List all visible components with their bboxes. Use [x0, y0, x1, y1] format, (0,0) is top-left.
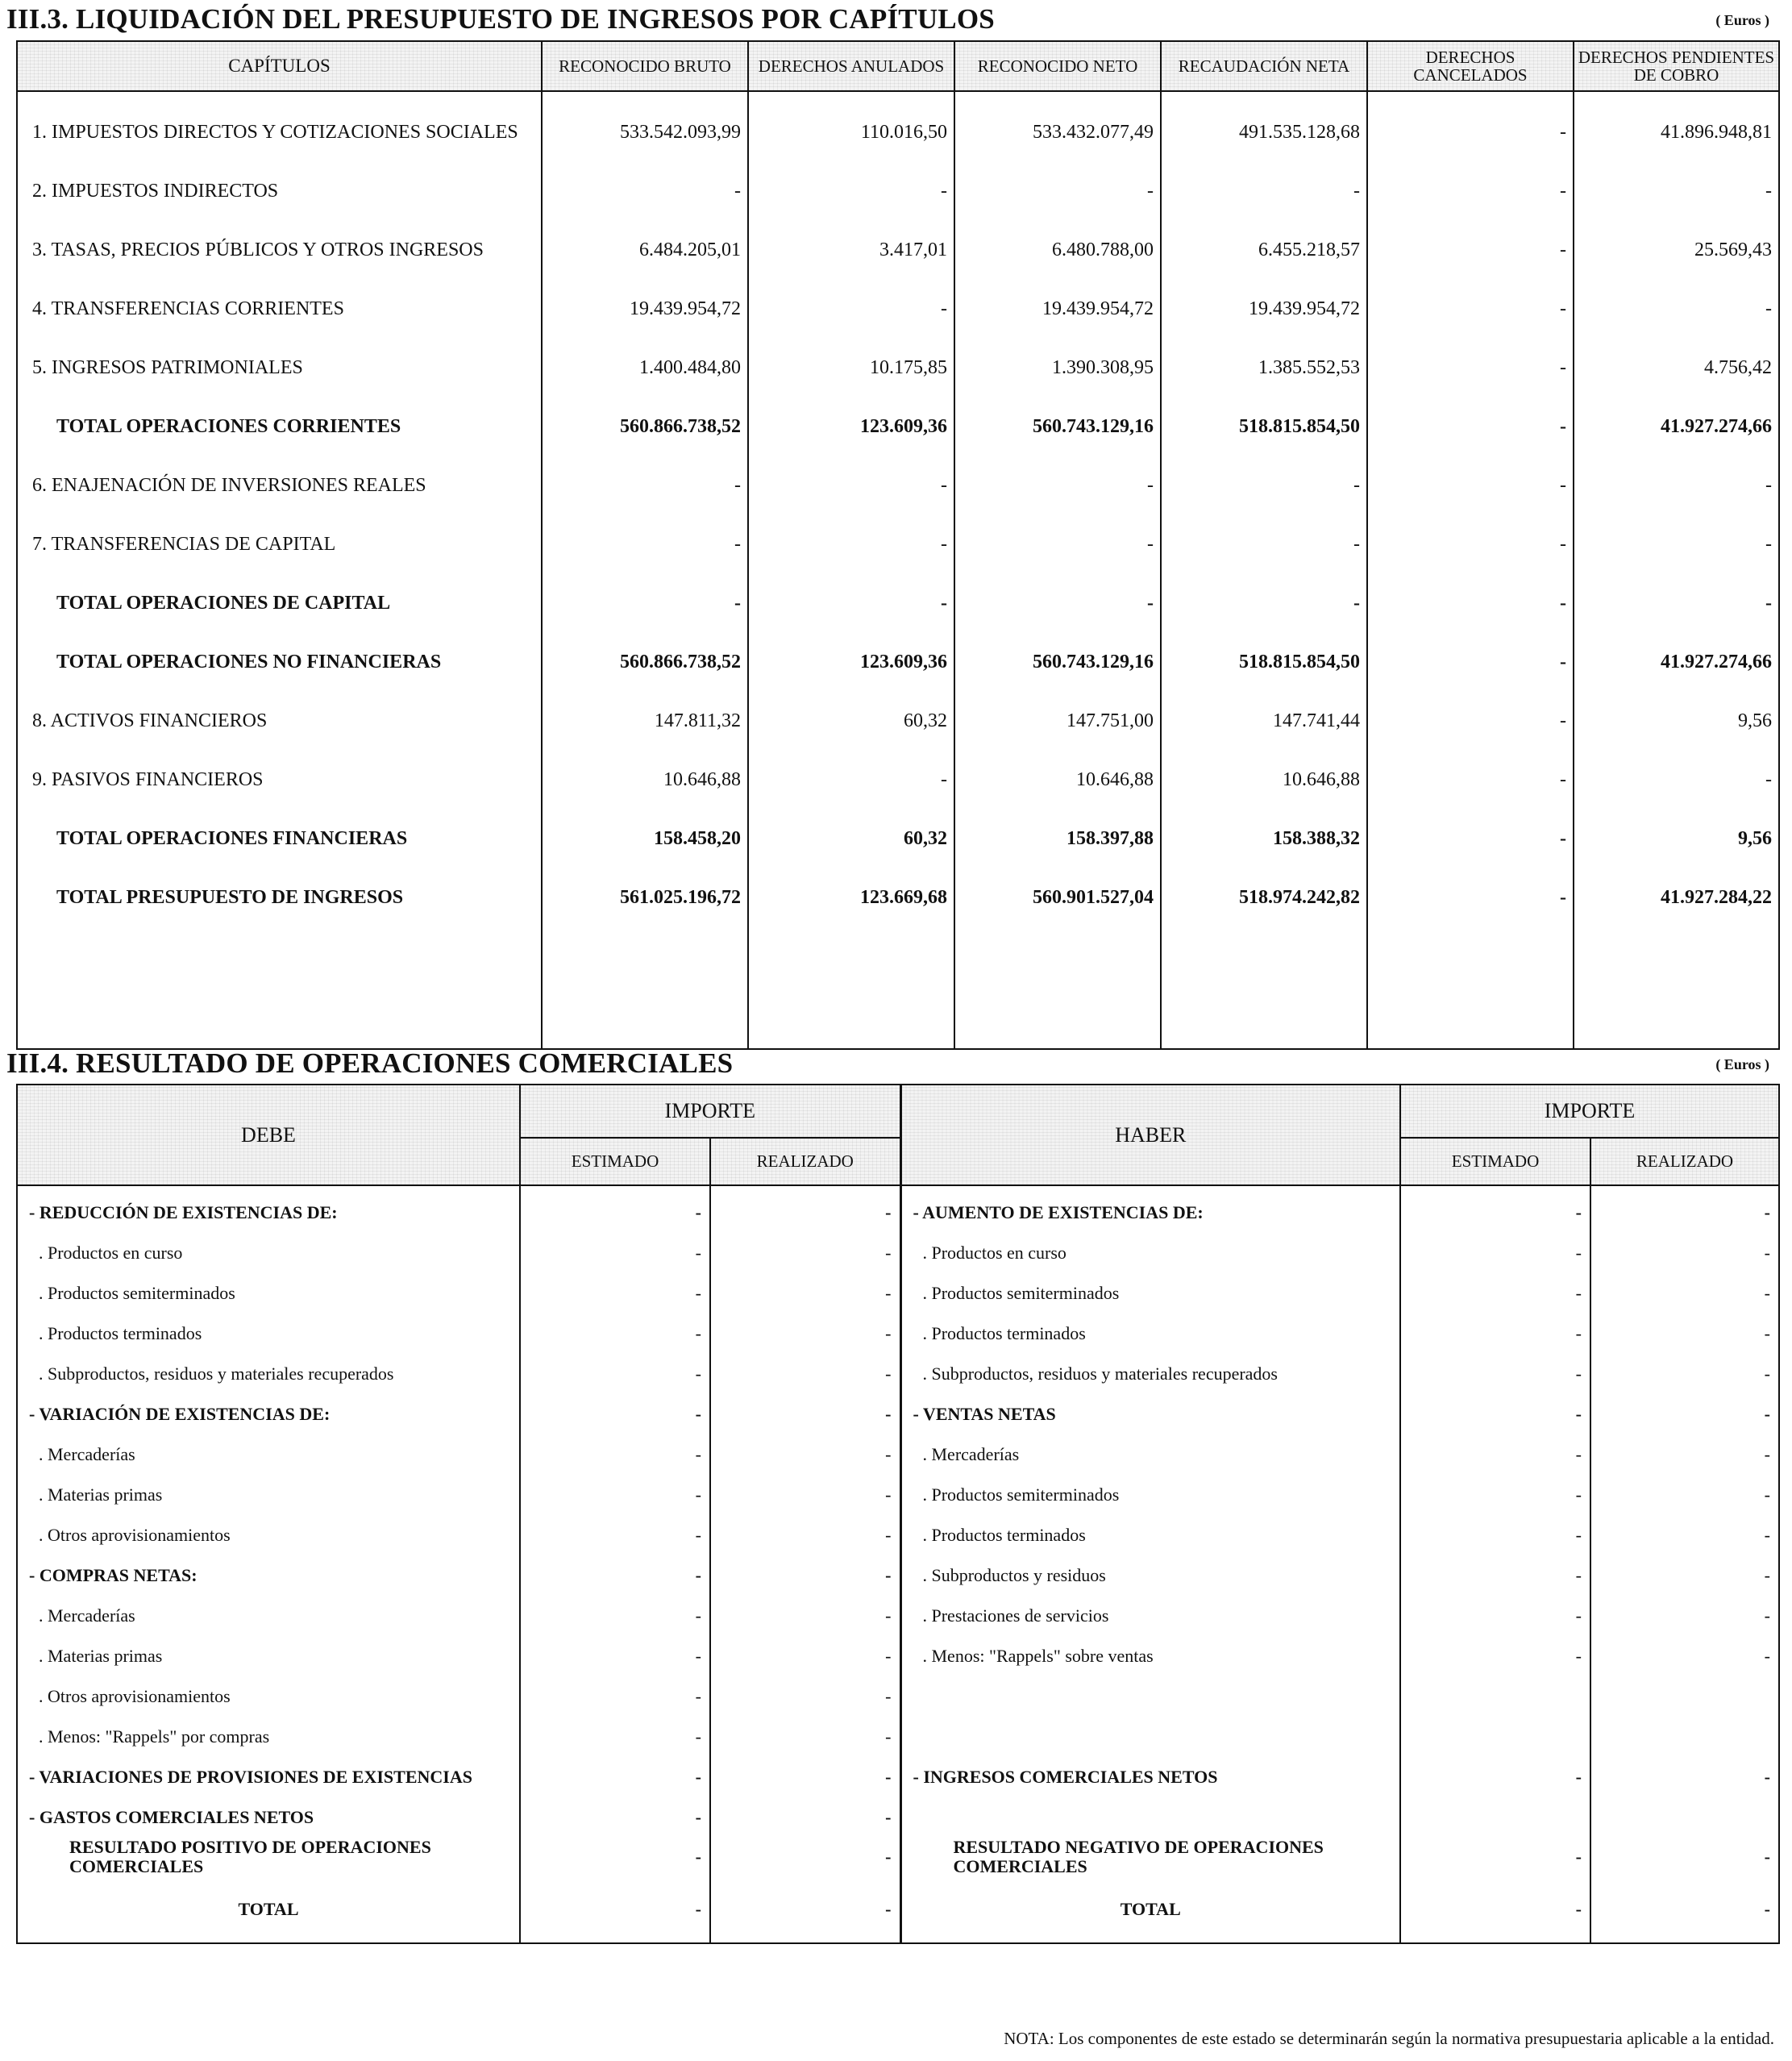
- debe-realizado-value: -: [710, 1354, 900, 1394]
- haber-realizado-value: -: [1590, 1475, 1779, 1515]
- row-label: 1. IMPUESTOS DIRECTOS Y COTIZACIONES SOCIALES: [17, 91, 542, 162]
- haber-item-label: [900, 1797, 1400, 1838]
- debe-item-label: TOTAL: [17, 1876, 520, 1943]
- haber-realizado-value: -: [1590, 1314, 1779, 1354]
- debe-realizado-value: -: [710, 1434, 900, 1475]
- table-row: [17, 162, 1779, 221]
- haber-estimado-value: -: [1400, 1394, 1590, 1434]
- table-row: [17, 574, 1779, 633]
- row-label: 6. ENAJENACIÓN DE INVERSIONES REALES: [17, 456, 542, 515]
- table-row: [17, 868, 1779, 927]
- table-row: [17, 1636, 1779, 1676]
- debe-estimado-value: -: [520, 1676, 710, 1717]
- cell-derechos-anulados: 10.175,85: [748, 339, 954, 398]
- commercial-operations-table: [16, 1084, 1780, 1944]
- table-row: [17, 1354, 1779, 1394]
- debe-item-label: . Materias primas: [17, 1475, 520, 1515]
- row-label: 3. TASAS, PRECIOS PÚBLICOS Y OTROS INGRESOS: [17, 221, 542, 280]
- haber-item-label: . Mercaderías: [900, 1434, 1400, 1475]
- cell-derechos-cancelados: -: [1367, 280, 1574, 339]
- cell-recaudacion-neta: 19.439.954,72: [1161, 280, 1367, 339]
- debe-estimado-value: -: [520, 1636, 710, 1676]
- haber-realizado-value: -: [1590, 1273, 1779, 1314]
- cell-derechos-cancelados: -: [1367, 751, 1574, 810]
- haber-realizado-value: -: [1590, 1434, 1779, 1475]
- debe-realizado-value: -: [710, 1757, 900, 1797]
- cell-derechos-pendientes: 41.927.274,66: [1574, 633, 1779, 692]
- haber-item-label: . Productos terminados: [900, 1314, 1400, 1354]
- cell-derechos-anulados: 123.609,36: [748, 633, 954, 692]
- row-label: TOTAL OPERACIONES FINANCIERAS: [17, 810, 542, 868]
- cell-derechos-anulados: -: [748, 515, 954, 574]
- cell-reconocido-bruto: -: [542, 456, 748, 515]
- cell-reconocido-bruto: 147.811,32: [542, 692, 748, 751]
- haber-realizado-value: -: [1590, 1354, 1779, 1394]
- header-derechos-pendientes: DERECHOS PENDIENTES DE COBRO: [1574, 41, 1779, 91]
- header-recaudacion-neta: RECAUDACIÓN NETA: [1161, 41, 1367, 91]
- cell-reconocido-neto: 6.480.788,00: [954, 221, 1161, 280]
- section4-title: III.4. RESULTADO DE OPERACIONES COMERCIALES: [6, 1047, 734, 1079]
- haber-realizado-value: -: [1590, 1394, 1779, 1434]
- income-budget-table: [16, 40, 1780, 1050]
- table-row: [17, 1676, 1779, 1717]
- table-row: [17, 91, 1779, 162]
- cell-reconocido-neto: 158.397,88: [954, 810, 1161, 868]
- debe-item-label: - VARIACIONES DE PROVISIONES DE EXISTENCIAS: [17, 1757, 520, 1797]
- cell-derechos-anulados: 123.669,68: [748, 868, 954, 927]
- section3-unit: ( Euros ): [1715, 12, 1769, 28]
- haber-item-label: . Productos semiterminados: [900, 1273, 1400, 1314]
- haber-estimado-value: -: [1400, 1475, 1590, 1515]
- haber-item-label: . Subproductos, residuos y materiales recuperados: [900, 1354, 1400, 1394]
- table-row: [17, 1797, 1779, 1838]
- haber-realizado-value: -: [1590, 1876, 1779, 1943]
- debe-realizado-value: -: [710, 1717, 900, 1757]
- debe-item-label: . Productos semiterminados: [17, 1273, 520, 1314]
- cell-derechos-pendientes: -: [1574, 162, 1779, 221]
- row-label: TOTAL OPERACIONES CORRIENTES: [17, 398, 542, 456]
- debe-item-label: - REDUCCIÓN DE EXISTENCIAS DE:: [17, 1185, 520, 1233]
- debe-realizado-value: -: [710, 1515, 900, 1555]
- debe-realizado-value: -: [710, 1838, 900, 1876]
- table-row: [17, 810, 1779, 868]
- row-label: 8. ACTIVOS FINANCIEROS: [17, 692, 542, 751]
- debe-realizado-value: -: [710, 1273, 900, 1314]
- debe-estimado-value: -: [520, 1838, 710, 1876]
- cell-reconocido-bruto: 158.458,20: [542, 810, 748, 868]
- haber-item-label: [900, 1717, 1400, 1757]
- debe-item-label: - GASTOS COMERCIALES NETOS: [17, 1797, 520, 1838]
- footnote: NOTA: Los componentes de este estado se determinarán según la normativa presupuestaria aplicable a la entidad.: [1004, 2029, 1774, 2048]
- cell-derechos-anulados: 60,32: [748, 692, 954, 751]
- haber-estimado-value: -: [1400, 1838, 1590, 1876]
- cell-recaudacion-neta: 147.741,44: [1161, 692, 1367, 751]
- table-header-row: [17, 41, 1779, 91]
- section3-title: III.3. LIQUIDACIÓN DEL PRESUPUESTO DE INGRESOS POR CAPÍTULOS: [6, 3, 995, 35]
- header-capitulos: CAPÍTULOS: [17, 41, 542, 91]
- cell-reconocido-bruto: 561.025.196,72: [542, 868, 748, 927]
- cell-derechos-anulados: 123.609,36: [748, 398, 954, 456]
- cell-reconocido-neto: -: [954, 456, 1161, 515]
- haber-estimado-value: [1400, 1676, 1590, 1717]
- cell-derechos-pendientes: 41.927.274,66: [1574, 398, 1779, 456]
- haber-estimado-value: -: [1400, 1596, 1590, 1636]
- haber-estimado-value: -: [1400, 1314, 1590, 1354]
- table-row: [17, 221, 1779, 280]
- cell-recaudacion-neta: -: [1161, 574, 1367, 633]
- row-label: TOTAL OPERACIONES DE CAPITAL: [17, 574, 542, 633]
- debe-estimado-value: -: [520, 1233, 710, 1273]
- haber-estimado-value: -: [1400, 1555, 1590, 1596]
- table-row: [17, 280, 1779, 339]
- debe-estimado-value: -: [520, 1717, 710, 1757]
- cell-derechos-pendientes: -: [1574, 456, 1779, 515]
- table-row: [17, 751, 1779, 810]
- cell-reconocido-neto: 560.743.129,16: [954, 633, 1161, 692]
- table-row: [17, 1838, 1779, 1876]
- cell-derechos-anulados: 110.016,50: [748, 91, 954, 162]
- debe-estimado-value: -: [520, 1314, 710, 1354]
- debe-item-label: . Productos en curso: [17, 1233, 520, 1273]
- cell-derechos-cancelados: -: [1367, 868, 1574, 927]
- haber-item-label: - INGRESOS COMERCIALES NETOS: [900, 1757, 1400, 1797]
- table-row: [17, 1717, 1779, 1757]
- cell-derechos-cancelados: -: [1367, 810, 1574, 868]
- debe-estimado-value: -: [520, 1475, 710, 1515]
- cell-recaudacion-neta: -: [1161, 162, 1367, 221]
- cell-reconocido-neto: 533.432.077,49: [954, 91, 1161, 162]
- debe-estimado-value: -: [520, 1434, 710, 1475]
- haber-item-label: . Productos terminados: [900, 1515, 1400, 1555]
- debe-estimado-value: -: [520, 1757, 710, 1797]
- cell-reconocido-neto: 1.390.308,95: [954, 339, 1161, 398]
- table-row: [17, 515, 1779, 574]
- debe-realizado-value: -: [710, 1233, 900, 1273]
- cell-reconocido-neto: 10.646,88: [954, 751, 1161, 810]
- debe-item-label: . Materias primas: [17, 1636, 520, 1676]
- haber-estimado-value: -: [1400, 1434, 1590, 1475]
- table-row: [17, 1515, 1779, 1555]
- table-row: [17, 1555, 1779, 1596]
- header-derechos-anulados: DERECHOS ANULADOS: [748, 41, 954, 91]
- haber-realizado-value: -: [1590, 1838, 1779, 1876]
- haber-realizado-value: -: [1590, 1555, 1779, 1596]
- header-reconocido-neto: RECONOCIDO NETO: [954, 41, 1161, 91]
- debe-item-label: . Menos: "Rappels" por compras: [17, 1717, 520, 1757]
- cell-derechos-pendientes: -: [1574, 574, 1779, 633]
- table-row: [17, 456, 1779, 515]
- cell-reconocido-neto: 147.751,00: [954, 692, 1161, 751]
- haber-realizado-value: -: [1590, 1233, 1779, 1273]
- cell-reconocido-bruto: 560.866.738,52: [542, 398, 748, 456]
- haber-item-label: . Prestaciones de servicios: [900, 1596, 1400, 1636]
- debe-realizado-value: -: [710, 1596, 900, 1636]
- debe-realizado-value: -: [710, 1636, 900, 1676]
- debe-realizado-value: -: [710, 1797, 900, 1838]
- haber-item-label: - AUMENTO DE EXISTENCIAS DE:: [900, 1185, 1400, 1233]
- table-spacer-row: [17, 927, 1779, 1049]
- row-label: TOTAL OPERACIONES NO FINANCIERAS: [17, 633, 542, 692]
- debe-item-label: RESULTADO POSITIVO DE OPERACIONES COMERCIALES: [17, 1838, 520, 1876]
- cell-reconocido-bruto: 533.542.093,99: [542, 91, 748, 162]
- cell-derechos-anulados: -: [748, 456, 954, 515]
- cell-recaudacion-neta: 518.815.854,50: [1161, 633, 1367, 692]
- cell-derechos-cancelados: -: [1367, 456, 1574, 515]
- debe-importe-header: IMPORTE: [520, 1085, 900, 1138]
- haber-estimado-value: -: [1400, 1757, 1590, 1797]
- cell-derechos-cancelados: -: [1367, 91, 1574, 162]
- row-label: 9. PASIVOS FINANCIEROS: [17, 751, 542, 810]
- haber-estimado-value: -: [1400, 1354, 1590, 1394]
- haber-item-label: . Productos semiterminados: [900, 1475, 1400, 1515]
- haber-realizado-value: -: [1590, 1596, 1779, 1636]
- haber-item-label: [900, 1676, 1400, 1717]
- debe-realizado-value: -: [710, 1676, 900, 1717]
- debe-estimado-value: -: [520, 1354, 710, 1394]
- debe-estimado-value: -: [520, 1876, 710, 1943]
- cell-derechos-pendientes: -: [1574, 515, 1779, 574]
- debe-estimado-value: -: [520, 1515, 710, 1555]
- debe-estimado-value: -: [520, 1555, 710, 1596]
- row-label: 2. IMPUESTOS INDIRECTOS: [17, 162, 542, 221]
- cell-derechos-cancelados: -: [1367, 398, 1574, 456]
- haber-header: HABER: [900, 1085, 1400, 1185]
- cell-recaudacion-neta: 518.815.854,50: [1161, 398, 1367, 456]
- haber-estimado-value: -: [1400, 1233, 1590, 1273]
- debe-realizado-value: -: [710, 1475, 900, 1515]
- haber-importe-header: IMPORTE: [1400, 1085, 1779, 1138]
- table-row: [17, 692, 1779, 751]
- table-row: [17, 1596, 1779, 1636]
- cell-derechos-cancelados: -: [1367, 339, 1574, 398]
- table-row: [17, 1434, 1779, 1475]
- cell-reconocido-bruto: 560.866.738,52: [542, 633, 748, 692]
- haber-realizado-value: -: [1590, 1636, 1779, 1676]
- table-row: [17, 1394, 1779, 1434]
- cell-derechos-pendientes: 9,56: [1574, 692, 1779, 751]
- haber-realizado-value: [1590, 1797, 1779, 1838]
- debe-estimado-value: -: [520, 1394, 710, 1434]
- haber-estimado-value: -: [1400, 1515, 1590, 1555]
- debe-item-label: . Mercaderías: [17, 1596, 520, 1636]
- cell-recaudacion-neta: 10.646,88: [1161, 751, 1367, 810]
- cell-derechos-pendientes: -: [1574, 280, 1779, 339]
- table-row: [17, 1876, 1779, 1943]
- cell-reconocido-neto: 560.743.129,16: [954, 398, 1161, 456]
- debe-realizado-header: REALIZADO: [710, 1138, 900, 1185]
- cell-derechos-anulados: 3.417,01: [748, 221, 954, 280]
- haber-realizado-value: [1590, 1676, 1779, 1717]
- row-label: 4. TRANSFERENCIAS CORRIENTES: [17, 280, 542, 339]
- cell-recaudacion-neta: -: [1161, 456, 1367, 515]
- haber-item-label: RESULTADO NEGATIVO DE OPERACIONES COMERCIALES: [900, 1838, 1400, 1876]
- haber-realizado-value: -: [1590, 1757, 1779, 1797]
- section4-unit: ( Euros ): [1715, 1056, 1769, 1072]
- cell-recaudacion-neta: 518.974.242,82: [1161, 868, 1367, 927]
- cell-recaudacion-neta: 6.455.218,57: [1161, 221, 1367, 280]
- cell-reconocido-bruto: 6.484.205,01: [542, 221, 748, 280]
- cell-derechos-pendientes: 25.569,43: [1574, 221, 1779, 280]
- cell-derechos-cancelados: -: [1367, 692, 1574, 751]
- cell-derechos-anulados: -: [748, 162, 954, 221]
- cell-reconocido-bruto: -: [542, 162, 748, 221]
- debe-realizado-value: -: [710, 1314, 900, 1354]
- table-row: [17, 1185, 1779, 1233]
- debe-estimado-header: ESTIMADO: [520, 1138, 710, 1185]
- cell-reconocido-neto: -: [954, 574, 1161, 633]
- debe-realizado-value: -: [710, 1555, 900, 1596]
- cell-recaudacion-neta: 1.385.552,53: [1161, 339, 1367, 398]
- cell-derechos-cancelados: -: [1367, 162, 1574, 221]
- cell-derechos-cancelados: -: [1367, 221, 1574, 280]
- cell-derechos-pendientes: 4.756,42: [1574, 339, 1779, 398]
- cell-reconocido-neto: -: [954, 515, 1161, 574]
- row-label: 5. INGRESOS PATRIMONIALES: [17, 339, 542, 398]
- cell-derechos-anulados: -: [748, 751, 954, 810]
- table-row: [17, 1314, 1779, 1354]
- haber-item-label: - VENTAS NETAS: [900, 1394, 1400, 1434]
- cell-derechos-pendientes: 41.927.284,22: [1574, 868, 1779, 927]
- cell-reconocido-bruto: 1.400.484,80: [542, 339, 748, 398]
- haber-estimado-value: -: [1400, 1876, 1590, 1943]
- cell-recaudacion-neta: 491.535.128,68: [1161, 91, 1367, 162]
- debe-estimado-value: -: [520, 1185, 710, 1233]
- debe-realizado-value: -: [710, 1876, 900, 1943]
- cell-derechos-pendientes: 9,56: [1574, 810, 1779, 868]
- cell-derechos-anulados: 60,32: [748, 810, 954, 868]
- row-label: TOTAL PRESUPUESTO DE INGRESOS: [17, 868, 542, 927]
- table-row: [17, 339, 1779, 398]
- haber-realizado-value: -: [1590, 1515, 1779, 1555]
- haber-estimado-value: [1400, 1717, 1590, 1757]
- header-reconocido-bruto: RECONOCIDO BRUTO: [542, 41, 748, 91]
- debe-realizado-value: -: [710, 1185, 900, 1233]
- cell-derechos-cancelados: -: [1367, 515, 1574, 574]
- cell-derechos-anulados: -: [748, 574, 954, 633]
- table-row: [17, 1475, 1779, 1515]
- haber-estimado-value: -: [1400, 1185, 1590, 1233]
- haber-realizado-value: [1590, 1717, 1779, 1757]
- debe-item-label: . Otros aprovisionamientos: [17, 1676, 520, 1717]
- cell-reconocido-neto: 19.439.954,72: [954, 280, 1161, 339]
- debe-estimado-value: -: [520, 1596, 710, 1636]
- debe-item-label: . Subproductos, residuos y materiales recuperados: [17, 1354, 520, 1394]
- debe-item-label: . Otros aprovisionamientos: [17, 1515, 520, 1555]
- cell-reconocido-bruto: -: [542, 574, 748, 633]
- haber-item-label: . Menos: "Rappels" sobre ventas: [900, 1636, 1400, 1676]
- haber-estimado-value: [1400, 1797, 1590, 1838]
- debe-estimado-value: -: [520, 1273, 710, 1314]
- cell-reconocido-bruto: 10.646,88: [542, 751, 748, 810]
- cell-reconocido-neto: 560.901.527,04: [954, 868, 1161, 927]
- row-label: 7. TRANSFERENCIAS DE CAPITAL: [17, 515, 542, 574]
- cell-derechos-cancelados: -: [1367, 574, 1574, 633]
- cell-recaudacion-neta: 158.388,32: [1161, 810, 1367, 868]
- haber-estimado-header: ESTIMADO: [1400, 1138, 1590, 1185]
- haber-item-label: . Subproductos y residuos: [900, 1555, 1400, 1596]
- debe-item-label: - COMPRAS NETAS:: [17, 1555, 520, 1596]
- cell-derechos-anulados: -: [748, 280, 954, 339]
- cell-derechos-pendientes: -: [1574, 751, 1779, 810]
- cell-recaudacion-neta: -: [1161, 515, 1367, 574]
- table-row: [17, 1757, 1779, 1797]
- haber-estimado-value: -: [1400, 1273, 1590, 1314]
- debe-header: DEBE: [17, 1085, 520, 1185]
- debe-realizado-value: -: [710, 1394, 900, 1434]
- table-row: [17, 633, 1779, 692]
- debe-item-label: . Mercaderías: [17, 1434, 520, 1475]
- cell-reconocido-bruto: -: [542, 515, 748, 574]
- haber-item-label: . Productos en curso: [900, 1233, 1400, 1273]
- header-derechos-cancelados: DERECHOS CANCELADOS: [1367, 41, 1574, 91]
- haber-estimado-value: -: [1400, 1636, 1590, 1676]
- cell-derechos-cancelados: -: [1367, 633, 1574, 692]
- haber-realizado-header: REALIZADO: [1590, 1138, 1779, 1185]
- table-row: [17, 398, 1779, 456]
- haber-item-label: TOTAL: [900, 1876, 1400, 1943]
- debe-item-label: - VARIACIÓN DE EXISTENCIAS DE:: [17, 1394, 520, 1434]
- cell-derechos-pendientes: 41.896.948,81: [1574, 91, 1779, 162]
- cell-reconocido-neto: -: [954, 162, 1161, 221]
- table-row: [17, 1233, 1779, 1273]
- table-row: [17, 1273, 1779, 1314]
- haber-realizado-value: -: [1590, 1185, 1779, 1233]
- debe-estimado-value: -: [520, 1797, 710, 1838]
- cell-reconocido-bruto: 19.439.954,72: [542, 280, 748, 339]
- debe-item-label: . Productos terminados: [17, 1314, 520, 1354]
